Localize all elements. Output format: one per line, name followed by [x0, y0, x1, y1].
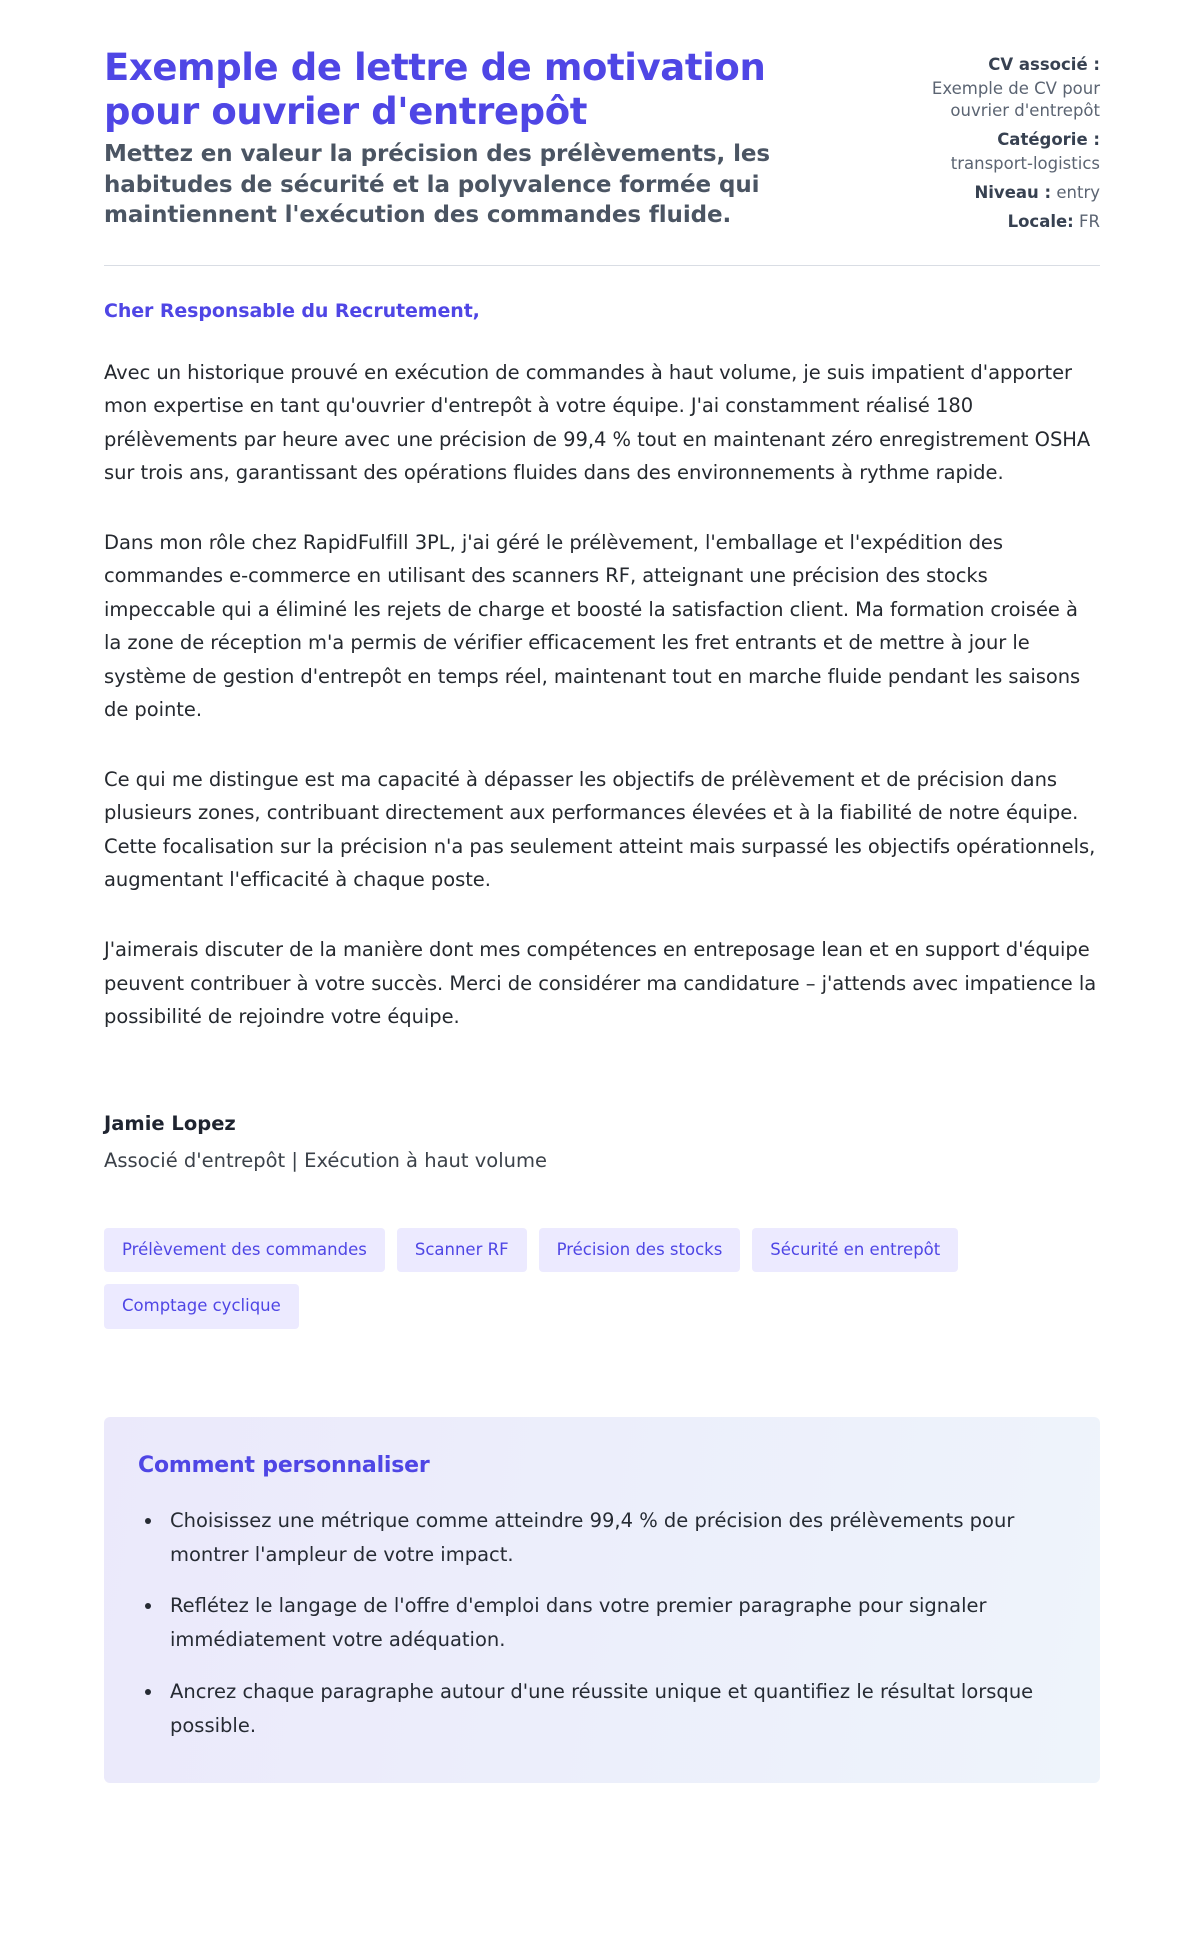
meta-category-label-text: Catégorie :	[997, 129, 1100, 149]
skill-tag[interactable]: Précision des stocks	[539, 1228, 741, 1273]
skill-tag[interactable]: Comptage cyclique	[104, 1284, 299, 1329]
letter-paragraph-4: J'aimerais discuter de la manière dont mes compétences en entreposage lean et en support d'équipe peuvent contribuer à votre succès. Merci de considérer ma candidature – j'attends avec impatience la possibilité de rejoindre votre équipe.	[104, 938, 1097, 1029]
callout-tip-list	[138, 1504, 1056, 1744]
header-metadata	[890, 46, 1100, 235]
letter-body	[104, 266, 1100, 1784]
meta-cv-label	[890, 54, 1100, 76]
page-subtitle: Mettez en valeur la précision des prélèvements, les habitudes de sécurité et la polyvalence formée qui maintiennent l'exécution des commandes fluide.	[104, 141, 770, 229]
skill-tag[interactable]: Scanner RF	[397, 1228, 527, 1273]
callout-tip-item: • Ancrez chaque paragraphe autour d'une réussite unique et quantifiez le résultat lorsque possible.	[164, 1675, 1056, 1743]
skill-tag-list	[104, 1228, 1004, 1329]
header-title-block	[104, 46, 844, 230]
callout-title: Comment personnaliser	[138, 1452, 430, 1478]
page-title: Exemple de lettre de motivation pour ouvrier d'entrepôt	[104, 46, 766, 133]
meta-category-label	[890, 129, 1100, 151]
skill-tag[interactable]: Prélèvement des commandes	[104, 1228, 385, 1273]
callout-tip-item: • Choisissez une métrique comme atteindre 99,4 % de précision des prélèvements pour montrer l'ampleur de votre impact.	[164, 1504, 1056, 1572]
meta-category-value-text: transport-logistics	[950, 153, 1100, 173]
skill-tag[interactable]: Sécurité en entrepôt	[752, 1228, 958, 1273]
signature-name: Jamie Lopez	[104, 1111, 236, 1135]
meta-locale-label-text: Locale:	[1007, 211, 1074, 231]
letter-paragraph-3: Ce qui me distingue est ma capacité à dépasser les objectifs de prélèvement et de précision dans plusieurs zones, contribuant directement aux performances élevées et à la fiabilité de notre équipe. Cette focalisation sur la précision n'a pas seulement atteint mais surpassé les objectifs opérationnels, augmentant l'efficacité à chaque poste.	[104, 767, 1096, 892]
signature-role: Associé d'entrepôt | Exécution à haut volume	[104, 1148, 547, 1172]
meta-level-label-text: Niveau :	[974, 182, 1052, 202]
meta-cv-value	[890, 78, 1100, 122]
signature-block	[104, 1112, 1100, 1172]
callout-tip-item: • Reflétez le langage de l'offre d'emploi dans votre premier paragraphe pour signaler immédiatement votre adéquation.	[164, 1589, 1056, 1657]
page-header	[104, 46, 1100, 235]
meta-locale-value-text: FR	[1079, 211, 1100, 231]
meta-cv-value-text: Exemple de CV pour ouvrier d'entrepôt	[931, 78, 1100, 120]
meta-locale	[890, 211, 1100, 233]
meta-level-value-text: entry	[1056, 182, 1100, 202]
meta-level	[890, 182, 1100, 204]
meta-cv-label-text: CV associé :	[988, 55, 1100, 74]
letter-paragraph-2: Dans mon rôle chez RapidFulfill 3PL, j'ai géré le prélèvement, l'emballage et l'expédition des commandes e-commerce en utilisant des scanners RF, atteignant une précision des stocks impeccable qui a éliminé les rejets de charge et boosté la satisfaction client. Ma formation croisée à la zone de réception m'a permis de vérifier efficacement les fret entrants et de mettre à jour le système de gestion d'entrepôt en temps réel, maintenant tout en marche fluide pendant les saisons de pointe.	[104, 530, 1081, 722]
letter-salutation: Cher Responsable du Recrutement,	[104, 299, 480, 322]
meta-category-value	[890, 153, 1100, 175]
letter-paragraph-1: Avec un historique prouvé en exécution de commandes à haut volume, je suis impatient d'apporter mon expertise en tant qu'ouvrier d'entrepôt à votre équipe. J'ai constamment réalisé 180 prélèvements par heure avec une précision de 99,4 % tout en maintenant zéro enregistrement OSHA sur trois ans, garantissant des opérations fluides dans des environnements à rythme rapide.	[104, 360, 1091, 485]
customization-callout	[104, 1417, 1100, 1784]
